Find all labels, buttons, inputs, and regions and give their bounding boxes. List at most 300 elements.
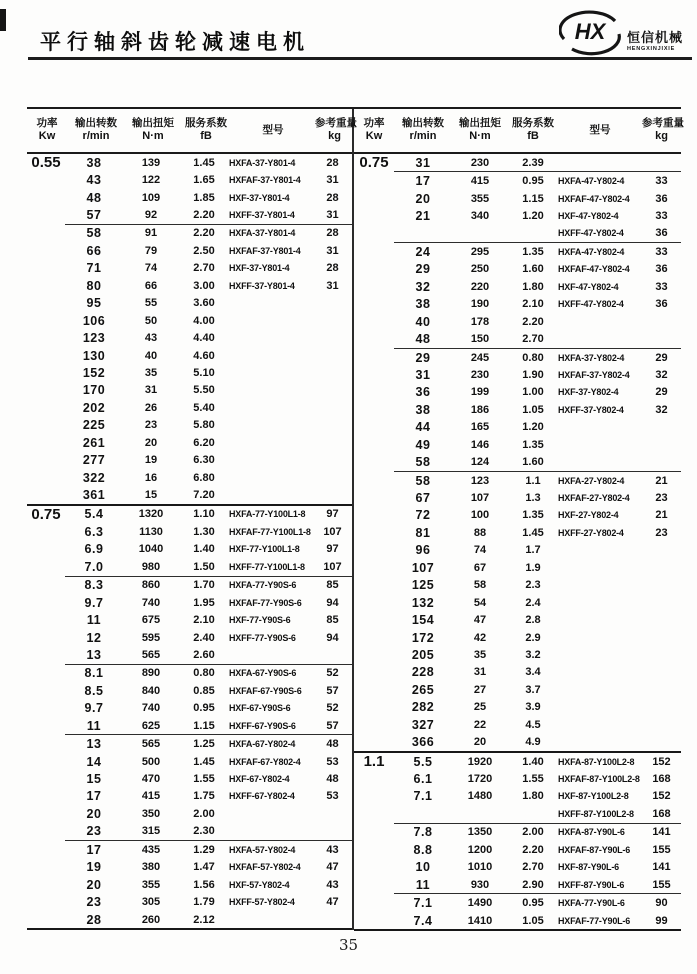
torque-cell: 1490: [467, 897, 493, 910]
speed-cell: 29: [415, 262, 431, 277]
torque-cell: 100: [470, 509, 490, 522]
speed-cell: 20: [86, 877, 102, 892]
weight-cell: 43: [326, 843, 339, 856]
table-row: [394, 912, 681, 929]
speed-cell: 154: [411, 613, 435, 628]
table-row: [65, 911, 352, 928]
model-cell: HXF-47-Y802-4: [558, 211, 619, 222]
column-header-unit: r/min: [409, 130, 437, 143]
torque-cell: 123: [470, 474, 490, 487]
speed-cell: 170: [82, 383, 106, 398]
speed-cell: 8.8: [413, 842, 433, 857]
fb-cell: 2.70: [522, 333, 544, 346]
fb-cell: 1.55: [193, 773, 215, 786]
fb-cell: 1.10: [193, 508, 215, 521]
fb-cell: 1.35: [522, 245, 544, 258]
weight-cell: 53: [326, 790, 339, 803]
table-row: [65, 682, 352, 699]
column-header: [231, 124, 315, 137]
weight-cell: 36: [655, 263, 668, 276]
torque-cell: 295: [470, 245, 490, 258]
speed-cell: 57: [86, 208, 102, 223]
table-row: [394, 384, 681, 401]
table-row: [394, 594, 681, 611]
speed-cell: 38: [415, 297, 431, 312]
torque-cell: 355: [470, 192, 490, 205]
torque-cell: 860: [141, 579, 161, 592]
torque-cell: 146: [470, 438, 490, 451]
table-header-left: [27, 109, 357, 154]
speed-cell: 49: [415, 437, 431, 452]
table-row: [65, 329, 352, 346]
speed-cell: 48: [415, 332, 431, 347]
fb-cell: 2.8: [525, 614, 541, 627]
table-row: [394, 753, 681, 770]
fb-cell: 5.10: [193, 366, 215, 379]
fb-cell: 2.20: [193, 209, 215, 222]
model-cell: HXFAF-27-Y802-4: [558, 493, 630, 504]
weight-cell: 168: [652, 773, 671, 786]
table-row: [394, 436, 681, 453]
weight-cell: 28: [326, 156, 339, 169]
table-row: [394, 716, 681, 733]
speed-cell: 10: [415, 860, 431, 875]
torque-cell: 245: [470, 351, 490, 364]
table-row: [394, 542, 681, 559]
weight-cell: 29: [655, 351, 668, 364]
fb-cell: 1.70: [193, 579, 215, 592]
torque-cell: 66: [144, 279, 158, 292]
row-group: [65, 225, 352, 504]
fb-cell: 3.60: [193, 297, 215, 310]
row-group: [65, 506, 352, 577]
torque-cell: 1130: [139, 525, 163, 538]
table-row: [65, 171, 352, 188]
torque-cell: 740: [141, 702, 161, 715]
table-row: [65, 735, 352, 752]
row-groups: [394, 753, 681, 929]
speed-cell: 130: [82, 348, 106, 363]
torque-cell: 315: [141, 825, 161, 838]
weight-cell: 53: [326, 755, 339, 768]
fb-cell: 2.70: [193, 262, 215, 275]
speed-cell: 123: [82, 331, 106, 346]
speed-cell: 202: [82, 400, 106, 415]
model-cell: HXFA-67-Y90S-6: [229, 668, 297, 679]
weight-cell: 141: [652, 861, 671, 874]
weight-cell: 31: [326, 279, 339, 292]
table-row: [65, 364, 352, 381]
column-header-unit: N·m: [469, 130, 491, 143]
speed-cell: 265: [411, 682, 435, 697]
model-cell: HXFF-87-Y90L-6: [558, 879, 625, 890]
fb-cell: 1.85: [193, 191, 215, 204]
speed-cell: 225: [82, 418, 106, 433]
torque-cell: 20: [473, 736, 487, 749]
speed-cell: 23: [86, 824, 102, 839]
torque-cell: 165: [470, 421, 490, 434]
company-logo: [559, 8, 683, 58]
model-cell: HXFAF-47-Y802-4: [558, 193, 630, 204]
torque-cell: 595: [141, 631, 161, 644]
fb-cell: 4.9: [525, 736, 541, 749]
weight-cell: 47: [326, 861, 339, 874]
torque-cell: 54: [473, 596, 487, 609]
table-row: [394, 507, 681, 524]
torque-cell: 22: [473, 718, 487, 731]
table-body-right: [354, 154, 681, 931]
speed-cell: 125: [411, 578, 435, 593]
speed-cell: 6.3: [84, 524, 104, 539]
power-section: [354, 154, 681, 753]
model-cell: HXFF-47-Y802-4: [558, 228, 624, 239]
torque-cell: 415: [470, 175, 490, 188]
fb-cell: 2.10: [522, 298, 544, 311]
torque-cell: 91: [144, 227, 158, 240]
model-cell: HXFAF-67-Y90S-6: [229, 685, 302, 696]
fb-cell: 1.05: [522, 914, 544, 927]
weight-cell: 57: [326, 719, 339, 732]
table-row: [65, 805, 352, 822]
fb-cell: 1.79: [193, 896, 215, 909]
weight-cell: 52: [326, 702, 339, 715]
model-cell: HXFAF-67-Y802-4: [229, 756, 301, 767]
fb-cell: 1.20: [522, 421, 544, 434]
table-row: [394, 472, 681, 489]
torque-cell: 58: [473, 579, 487, 592]
torque-cell: 67: [473, 561, 487, 574]
torque-cell: 26: [144, 401, 158, 414]
table-row: [65, 295, 352, 312]
weight-cell: 85: [326, 614, 339, 627]
speed-cell: 13: [86, 737, 102, 752]
speed-cell: 95: [86, 296, 102, 311]
table-row: [394, 489, 681, 506]
fb-cell: 1.45: [193, 156, 215, 169]
table-row: [65, 611, 352, 628]
speed-cell: 261: [82, 435, 106, 450]
speed-cell: 6.1: [413, 772, 433, 787]
table-row: [65, 451, 352, 468]
table-row: [394, 313, 681, 330]
row-group: [394, 154, 681, 172]
table-row: [65, 469, 352, 486]
weight-cell: 90: [655, 897, 668, 910]
fb-cell: 1.90: [522, 368, 544, 381]
model-cell: HXFAF-47-Y802-4: [558, 264, 630, 275]
torque-cell: 42: [473, 631, 487, 644]
fb-cell: 3.00: [193, 279, 215, 292]
fb-cell: 2.60: [193, 648, 215, 661]
model-cell: HXF-87-Y90L-6: [558, 862, 619, 873]
torque-cell: 31: [473, 666, 487, 679]
weight-cell: 43: [326, 878, 339, 891]
table-row: [65, 242, 352, 259]
speed-cell: 58: [86, 226, 102, 241]
torque-cell: 500: [141, 755, 161, 768]
speed-cell: 58: [415, 455, 431, 470]
torque-cell: 230: [470, 368, 490, 381]
fb-cell: 1.3: [525, 492, 541, 505]
speed-cell: 9.7: [84, 595, 104, 610]
fb-cell: 3.9: [525, 701, 541, 714]
speed-cell: 43: [86, 173, 102, 188]
table-row: [394, 611, 681, 628]
weight-cell: 99: [655, 914, 668, 927]
model-cell: HXF-57-Y802-4: [229, 879, 290, 890]
speed-cell: 40: [415, 314, 431, 329]
fb-cell: 2.20: [522, 843, 544, 856]
fb-cell: 2.40: [193, 631, 215, 644]
speed-cell: 24: [415, 244, 431, 259]
weight-cell: 97: [326, 543, 339, 556]
row-group: [65, 665, 352, 736]
model-cell: HXFAF-37-Y802-4: [558, 369, 630, 380]
torque-cell: 675: [141, 614, 161, 627]
row-group: [394, 243, 681, 349]
torque-cell: 1720: [467, 773, 493, 786]
model-cell: HXFA-47-Y802-4: [558, 246, 625, 257]
column-header-unit: fB: [200, 130, 212, 143]
fb-cell: 7.20: [193, 489, 215, 502]
speed-cell: 277: [82, 453, 106, 468]
model-cell: HXFAF-77-Y100L1-8: [229, 526, 311, 537]
speed-cell: 80: [86, 278, 102, 293]
fb-cell: 1.95: [193, 596, 215, 609]
fb-cell: 5.40: [193, 401, 215, 414]
table-row: [65, 260, 352, 277]
fb-cell: 1.05: [522, 403, 544, 416]
model-cell: HXFAF-77-Y90S-6: [229, 597, 302, 608]
weight-cell: 23: [655, 526, 668, 539]
speed-cell: 7.8: [413, 825, 433, 840]
fb-cell: 1.47: [193, 861, 215, 874]
fb-cell: 1.29: [193, 843, 215, 856]
torque-cell: 16: [144, 471, 158, 484]
fb-cell: 1.15: [193, 719, 215, 732]
row-group: [394, 172, 681, 243]
torque-cell: 740: [141, 596, 161, 609]
table-row: [65, 770, 352, 787]
fb-cell: 6.20: [193, 436, 215, 449]
torque-cell: 139: [141, 156, 161, 169]
table-row: [394, 681, 681, 698]
model-cell: HXFA-87-Y90L-6: [558, 827, 625, 838]
fb-cell: 1.30: [193, 525, 215, 538]
speed-cell: 205: [411, 647, 435, 662]
fb-cell: 0.95: [522, 897, 544, 910]
speed-cell: 17: [86, 789, 102, 804]
speed-cell: 17: [86, 842, 102, 857]
speed-cell: 48: [86, 190, 102, 205]
table-row: [65, 700, 352, 717]
table-row: [394, 664, 681, 681]
model-cell: HXFAF-37-Y801-4: [229, 245, 301, 256]
torque-cell: 23: [144, 419, 158, 432]
table-row: [65, 665, 352, 682]
fb-cell: 2.39: [522, 156, 544, 169]
fb-cell: 1.60: [522, 263, 544, 276]
speed-cell: 38: [86, 155, 102, 170]
column-header: [508, 117, 558, 144]
table-row: [394, 154, 681, 171]
weight-cell: 32: [655, 368, 668, 381]
torque-cell: 15: [144, 489, 158, 502]
torque-cell: 305: [141, 896, 161, 909]
table-row: [394, 330, 681, 347]
fb-cell: 2.9: [525, 631, 541, 644]
speed-cell: 7.1: [413, 789, 433, 804]
table-row: [394, 559, 681, 576]
speed-cell: 81: [415, 525, 431, 540]
model-cell: HXFA-37-Y801-4: [229, 157, 296, 168]
power-section: [27, 154, 352, 506]
model-cell: HXFA-77-Y100L1-8: [229, 509, 306, 520]
logo-monogram: HX: [574, 19, 606, 44]
column-header-cn: 输出转数: [75, 117, 117, 130]
fb-cell: 5.80: [193, 419, 215, 432]
row-group: [65, 841, 352, 928]
table-row: [65, 893, 352, 910]
row-group: [394, 824, 681, 895]
fb-cell: 1.65: [193, 174, 215, 187]
fb-cell: 1.00: [522, 386, 544, 399]
weight-cell: 52: [326, 667, 339, 680]
fb-cell: 1.45: [193, 755, 215, 768]
torque-cell: 355: [141, 878, 161, 891]
weight-cell: 155: [652, 878, 671, 891]
speed-cell: 20: [86, 806, 102, 821]
speed-cell: 8.1: [84, 666, 104, 681]
row-group: [65, 154, 352, 225]
torque-cell: 1200: [467, 843, 493, 856]
table-row: [394, 366, 681, 383]
speed-cell: 11: [415, 877, 431, 892]
fb-cell: 1.35: [522, 509, 544, 522]
weight-cell: 85: [326, 579, 339, 592]
model-cell: HXFF-77-Y90S-6: [229, 632, 296, 643]
page-title: 平行轴斜齿轮减速电机: [40, 31, 310, 54]
torque-cell: 186: [470, 403, 490, 416]
table-row: [65, 629, 352, 646]
power-value: 0.55: [31, 154, 61, 171]
weight-cell: 107: [323, 525, 342, 538]
fb-cell: 1.80: [522, 280, 544, 293]
speed-cell: 66: [86, 243, 102, 258]
torque-cell: 350: [141, 807, 161, 820]
table-row: [65, 434, 352, 451]
model-cell: HXFA-37-Y802-4: [558, 352, 625, 363]
model-cell: HXF-87-Y100L2-8: [558, 791, 629, 802]
speed-cell: 21: [415, 209, 431, 224]
column-header-unit: kg: [655, 130, 668, 143]
model-cell: HXFF-57-Y802-4: [229, 897, 295, 908]
table-row: [65, 486, 352, 503]
model-cell: HXF-77-Y100L1-8: [229, 544, 300, 555]
fb-cell: 1.60: [522, 456, 544, 469]
torque-cell: 415: [141, 790, 161, 803]
column-header: [125, 117, 181, 144]
table-row: [394, 876, 681, 893]
table-row: [65, 523, 352, 540]
column-header: [67, 117, 125, 144]
column-header-cn: 服务系数: [512, 117, 554, 130]
weight-cell: 141: [652, 826, 671, 839]
table-row: [65, 506, 352, 523]
torque-cell: 74: [473, 544, 487, 557]
row-groups: [394, 154, 681, 751]
speed-cell: 7.1: [413, 896, 433, 911]
weight-cell: 36: [655, 192, 668, 205]
torque-cell: 25: [473, 701, 487, 714]
fb-cell: 2.50: [193, 244, 215, 257]
table-header-right: [354, 109, 684, 154]
fb-cell: 1.80: [522, 790, 544, 803]
power-section: [354, 753, 681, 931]
weight-cell: 21: [655, 509, 668, 522]
table-row: [394, 190, 681, 207]
table-row: [65, 225, 352, 242]
table-row: [65, 823, 352, 840]
speed-cell: 58: [415, 473, 431, 488]
torque-cell: 840: [141, 684, 161, 697]
torque-cell: 1410: [467, 914, 493, 927]
torque-cell: 40: [144, 349, 158, 362]
column-header-cn: 参考重量: [642, 117, 684, 130]
column-header: [558, 124, 642, 137]
torque-cell: 20: [144, 436, 158, 449]
fb-cell: 1.40: [522, 755, 544, 768]
speed-cell: 172: [411, 630, 435, 645]
torque-cell: 190: [470, 298, 490, 311]
fb-cell: 2.20: [193, 227, 215, 240]
torque-cell: 88: [473, 526, 487, 539]
weight-cell: 31: [326, 209, 339, 222]
torque-cell: 380: [141, 861, 161, 874]
scan-artifact: [0, 9, 6, 31]
table-row: [394, 733, 681, 750]
column-header-unit: Kw: [38, 130, 56, 143]
torque-cell: 930: [470, 878, 490, 891]
column-header: [181, 117, 231, 144]
weight-cell: 152: [652, 790, 671, 803]
weight-cell: 29: [655, 386, 668, 399]
fb-cell: 2.3: [525, 579, 541, 592]
speed-cell: 15: [86, 772, 102, 787]
table-half-left: [27, 109, 357, 930]
fb-cell: 2.10: [193, 614, 215, 627]
model-cell: HXFAF-87-Y100L2-8: [558, 774, 640, 785]
torque-cell: 980: [141, 560, 161, 573]
speed-cell: 23: [86, 895, 102, 910]
table-row: [394, 453, 681, 470]
model-cell: HXFA-77-Y90S-6: [229, 580, 297, 591]
speed-cell: 96: [415, 543, 431, 558]
weight-cell: 155: [652, 843, 671, 856]
spec-table: [27, 107, 684, 931]
row-groups: [65, 506, 352, 929]
model-cell: HXFA-77-Y90L-6: [558, 898, 625, 909]
table-row: [394, 699, 681, 716]
power-value: 1.1: [363, 752, 385, 770]
column-header: [354, 117, 394, 144]
model-cell: HXFF-67-Y802-4: [229, 791, 295, 802]
speed-cell: 107: [411, 560, 435, 575]
torque-cell: 260: [141, 913, 161, 926]
weight-cell: 23: [655, 492, 668, 505]
table-row: [65, 753, 352, 770]
table-row: [65, 558, 352, 575]
